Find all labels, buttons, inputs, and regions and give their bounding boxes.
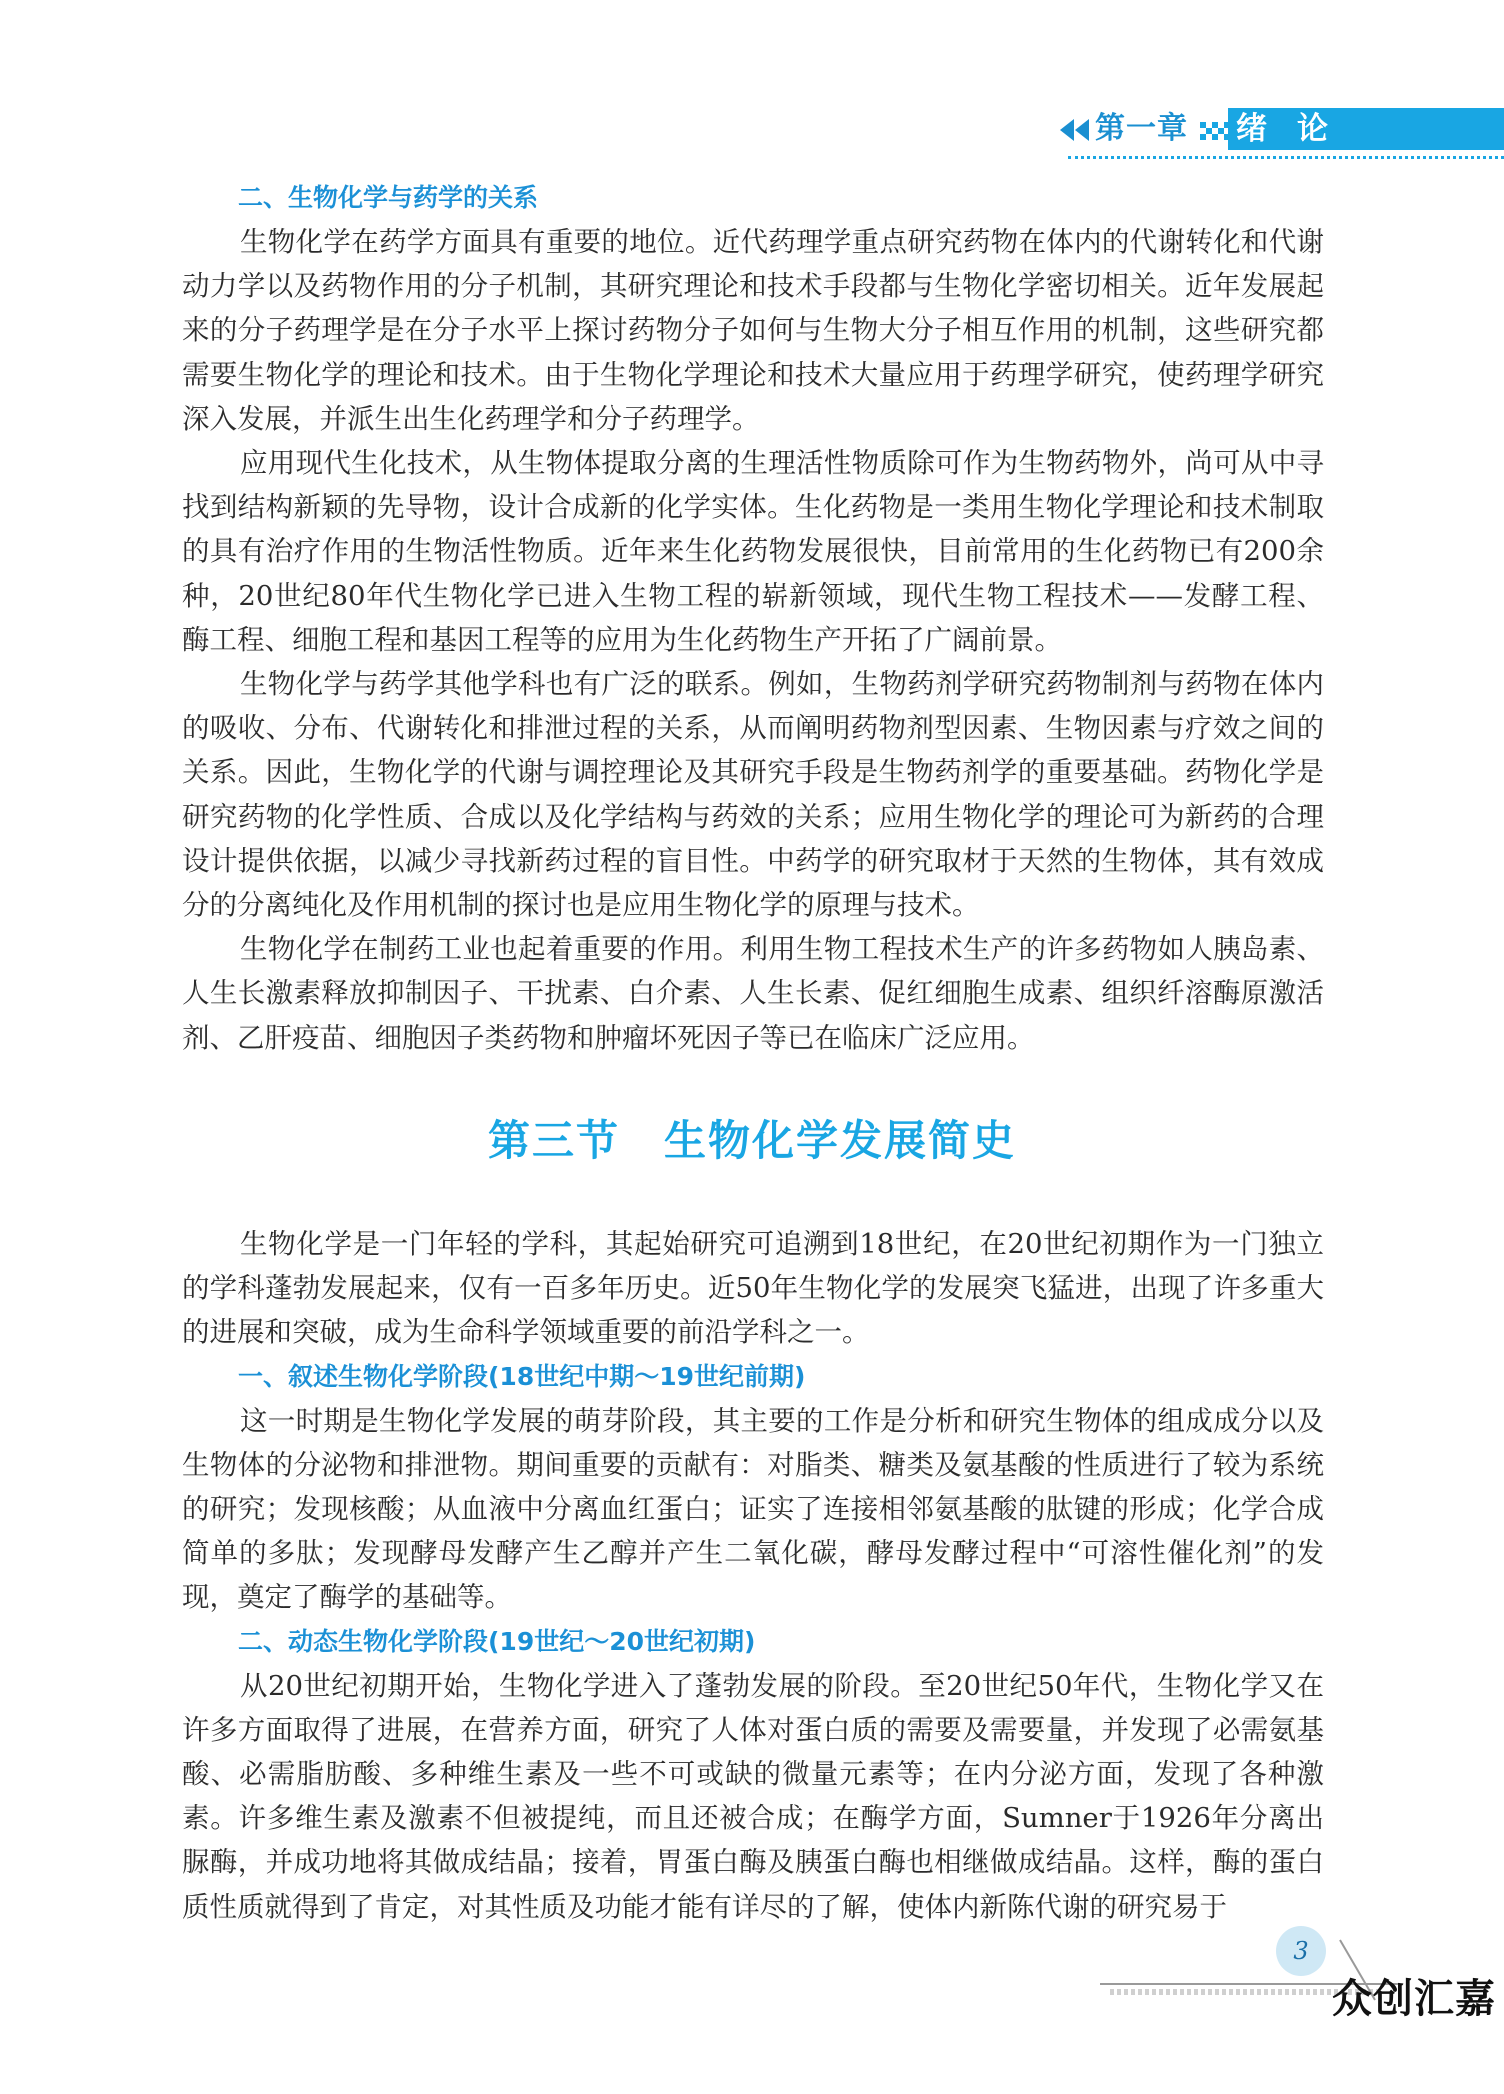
- paragraph: 从20世纪初期开始，生物化学进入了蓬勃发展的阶段。至20世纪50年代，生物化学又在许多方面取得了进展，在营养方面，研究了人体对蛋白质的需要及需要量，并发现了必需氨基酸、必需脂肪酸、多种维生素及一些不可或缺的微量元素等；在内分泌方面，发现了各种激素。许多维生素及激素不但被提纯，而且还被合成；在酶学方面，Sumner于1926年分离出脲酶，并成功地将其做成结晶；接着，胃蛋白酶及胰蛋白酶也相继做成结晶。这样，酶的蛋白质性质就得到了肯定，对其性质及功能才能有详尽的了解，使体内新陈代谢的研究易于: [182, 1669, 1324, 1923]
- page-number: 3: [1276, 1926, 1326, 1976]
- watermark-logo: 众创汇嘉: [1332, 1976, 1496, 2022]
- section-heading: 二、动态生物化学阶段(19世纪～20世纪初期): [238, 1626, 756, 1656]
- chapter-title: 绪论: [1236, 111, 1358, 147]
- header-divider: [1068, 156, 1504, 159]
- section-pharmacy-relationship: [182, 176, 1324, 1060]
- paragraph: 生物化学在制药工业也起着重要的作用。利用生物工程技术生产的许多药物如人胰岛素、人生长激素释放抑制因子、干扰素、白介素、人生长素、促红细胞生成素、组织纤溶酶原激活剂、乙肝疫苗、细胞因子类药物和肿瘤坏死因子等已在临床广泛应用。: [182, 933, 1324, 1054]
- section-title: 第三节 生物化学发展简史: [487, 1116, 1016, 1165]
- section-history: [182, 1222, 1324, 1929]
- checker-dots-icon: [1200, 118, 1230, 146]
- paragraph: 应用现代生化技术，从生物体提取分离的生理活性物质除可作为生物药物外，尚可从中寻找到结构新颖的先导物，设计合成新的化学实体。生化药物是一类用生物化学理论和技术制取的具有治疗作用的生物活性物质。近年来生化药物发展很快，目前常用的生化药物已有200余种，20世纪80年代生物化学已进入生物工程的崭新领域，现代生物工程技术——发酵工程、酶工程、细胞工程和基因工程等的应用为生化药物生产开拓了广阔前景。: [182, 447, 1324, 656]
- paragraph: 生物化学在药学方面具有重要的地位。近代药理学重点研究药物在体内的代谢转化和代谢动力学以及药物作用的分子机制，其研究理论和技术手段都与生物化学密切相关。近年发展起来的分子药理学是在分子水平上探讨药物分子如何与生物大分子相互作用的机制，这些研究都需要生物化学的理论和技术。由于生物化学理论和技术大量应用于药理学研究，使药理学研究深入发展，并派生出生化药理学和分子药理学。: [182, 226, 1324, 435]
- section-heading: 二、生物化学与药学的关系: [238, 183, 539, 212]
- rewind-icon: [1060, 119, 1090, 141]
- paragraph: 生物化学是一门年轻的学科，其起始研究可追溯到18世纪，在20世纪初期作为一门独立的学科蓬勃发展起来，仅有一百多年历史。近50年生物化学的发展突飞猛进，出现了许多重大的进展和突破，成为生命科学领域重要的前沿学科之一。: [182, 1228, 1324, 1349]
- paragraph: 生物化学与药学其他学科也有广泛的联系。例如，生物药剂学研究药物制剂与药物在体内的吸收、分布、代谢转化和排泄过程的关系，从而阐明药物剂型因素、生物因素与疗效之间的关系。因此，生物化学的代谢与调控理论及其研究手段是生物药剂学的重要基础。药物化学是研究药物的化学性质、合成以及化学结构与药效的关系；应用生物化学的理论可为新药的合理设计提供依据，以减少寻找新药过程的盲目性。中药学的研究取材于天然的生物体，其有效成分的分离纯化及作用机制的探讨也是应用生物化学的原理与技术。: [182, 668, 1324, 922]
- chapter-label: 第一章: [1095, 111, 1188, 146]
- paragraph: 这一时期是生物化学发展的萌芽阶段，其主要的工作是分析和研究生物体的组成成分以及生物体的分泌物和排泄物。期间重要的贡献有：对脂类、糖类及氨基酸的性质进行了较为系统的研究；发现核酸；从血液中分离血红蛋白；证实了连接相邻氨基酸的肽键的形成；化学合成简单的多肽；发现酵母发酵产生乙醇并产生二氧化碳，酵母发酵过程中“可溶性催化剂”的发现，奠定了酶学的基础等。: [182, 1404, 1324, 1614]
- page-footer: [0, 1920, 1504, 2030]
- section-heading: 一、叙述生物化学阶段(18世纪中期～19世纪前期): [238, 1361, 806, 1391]
- running-header: [0, 0, 1504, 170]
